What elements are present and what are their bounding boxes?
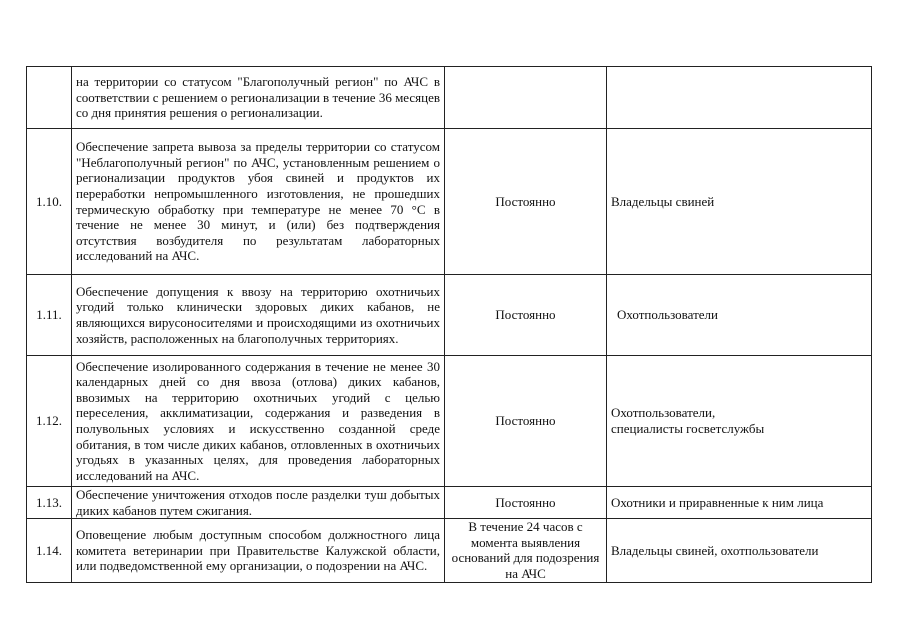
executors-line: специалисты госветслужбы bbox=[611, 421, 765, 436]
term-text bbox=[445, 67, 607, 129]
row-number: 1.13. bbox=[27, 487, 72, 519]
row-number: 1.14. bbox=[27, 519, 72, 582]
term-text: Постоянно bbox=[445, 487, 607, 519]
term-text: Постоянно bbox=[445, 129, 607, 275]
measure-text: Обеспечение запрета вывоза за пределы территории со статусом "Неблагополучный регион" по АЧС, установленным решением о регионализации продуктов убоя свиней и продуктов их переработки непромышленного изготовления, не прошедших термическую обработку при температуре не менее 70 °С в течение не менее 30 минут, и (или) без подтверждения отсутствия возбудителя по результатам лабораторных исследований на АЧС. bbox=[72, 129, 445, 275]
executors-text: Охотпользователи bbox=[607, 275, 872, 356]
table-row bbox=[27, 487, 872, 519]
table-row bbox=[27, 519, 872, 582]
executors-text: Охотники и приравненные к ним лица bbox=[607, 487, 872, 519]
executors-text: Владельцы свиней, охотпользователи bbox=[607, 519, 872, 582]
term-text: Постоянно bbox=[445, 356, 607, 487]
row-number bbox=[27, 67, 72, 129]
term-text: В течение 24 часов с момента выявления оснований для подозрения на АЧС bbox=[445, 519, 607, 582]
table-row bbox=[27, 356, 872, 487]
measure-text: Оповещение любым доступным способом должностного лица комитета ветеринарии при Правительстве Калужской области, или подведомственной ему организации, о подозрении на АЧС. bbox=[72, 519, 445, 582]
row-number: 1.10. bbox=[27, 129, 72, 275]
row-number: 1.11. bbox=[27, 275, 72, 356]
measure-text: Обеспечение допущения к ввозу на территорию охотничьих угодий только клинически здоровых диких кабанов, не являющихся вирусоносителями и происходящими из охотничьих хозяйств, расположенных на благополучных территориях. bbox=[72, 275, 445, 356]
executors-text bbox=[607, 67, 872, 129]
measure-text: Обеспечение изолированного содержания в течение не менее 30 календарных дней со дня ввоза (отлова) диких кабанов, ввозимых на территорию охотничьих угодий с целью переселения, акклиматизации, содержания и разведения в полувольных условиях и искусственно созданной среде обитания, в том числе диких кабанов, отловленных в охотничьих угодьях в указанных целях, для проведения лабораторных исследований на АЧС. bbox=[72, 356, 445, 487]
term-text: Постоянно bbox=[445, 275, 607, 356]
measure-text: Обеспечение уничтожения отходов после разделки туш добытых диких кабанов путем сжигания. bbox=[72, 487, 445, 519]
measures-table bbox=[26, 66, 872, 583]
row-number: 1.12. bbox=[27, 356, 72, 487]
table-row bbox=[27, 275, 872, 356]
executors-text: Владельцы свиней bbox=[607, 129, 872, 275]
table-row bbox=[27, 67, 872, 129]
executors-line: Охотпользователи, bbox=[611, 405, 716, 421]
executors-cell bbox=[607, 356, 872, 487]
measure-text: на территории со статусом "Благополучный регион" по АЧС в соответствии с решением о регионализации в течение 36 месяцев со дня принятия решения о регионализации. bbox=[72, 67, 445, 129]
table-row bbox=[27, 129, 872, 275]
